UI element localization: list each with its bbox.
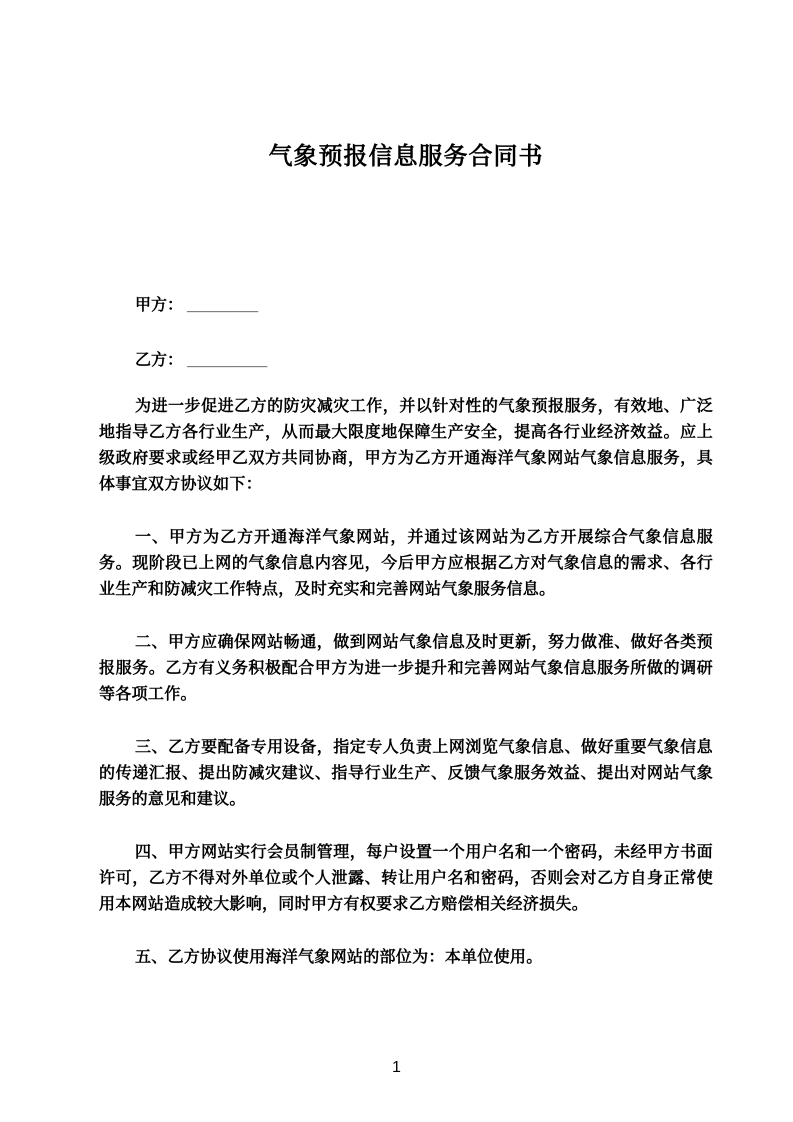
party-b-line (99, 348, 713, 374)
page-number: 1 (392, 1059, 401, 1076)
party-a-line (99, 293, 713, 319)
paragraph-clause-1: 一、甲方为乙方开通海洋气象网站，并通过该网站为乙方开展综合气象信息服务。现阶段已上网的气象信息内容见，今后甲方应根据乙方对气象信息的需求、各行业生产和防减灾工作特点，及时充实和完善网站气象服务信息。 (99, 529, 713, 598)
paragraph-clause-3: 三、乙方要配备专用设备，指定专人负责上网浏览气象信息、做好重要气象信息的传递汇报、提出防减灾建议、指导行业生产、反馈气象服务效益、提出对网站气象服务的意见和建议。 (99, 739, 713, 808)
party-a-blank-underline: ________ (187, 297, 259, 314)
paragraph-clause-5: 五、乙方协议使用海洋气象网站的部位为：本单位使用。 (135, 949, 543, 966)
party-b-label: 乙方： (135, 352, 184, 369)
paragraph-clause-2: 二、甲方应确保网站畅通，做到网站气象信息及时更新，努力做准、做好各类预报服务。乙方有义务积极配合甲方为进一步提升和完善网站气象信息服务所做的调研等各项工作。 (99, 634, 713, 703)
paragraph-clause-4: 四、甲方网站实行会员制管理，每户设置一个用户名和一个密码，未经甲方书面许可，乙方不得对外单位或个人泄露、转让用户名和密码，否则会对乙方自身正常使用本网站造成较大影响，同时甲方有权要求乙方赔偿相关经济损失。 (99, 844, 713, 913)
party-b-blank-underline: _________ (187, 352, 268, 369)
document-title: 气象预报信息服务合同书 (268, 143, 544, 170)
paragraph-preamble: 为进一步促进乙方的防灾减灾工作，并以针对性的气象预报服务，有效地、广泛地指导乙方各行业生产，从而最大限度地保障生产安全，提高各行业经济效益。应上级政府要求或经甲乙双方共同协商，甲方为乙方开通海洋气象网站气象信息服务，具体事宜双方协议如下： (99, 398, 713, 493)
party-a-label: 甲方： (135, 297, 184, 314)
